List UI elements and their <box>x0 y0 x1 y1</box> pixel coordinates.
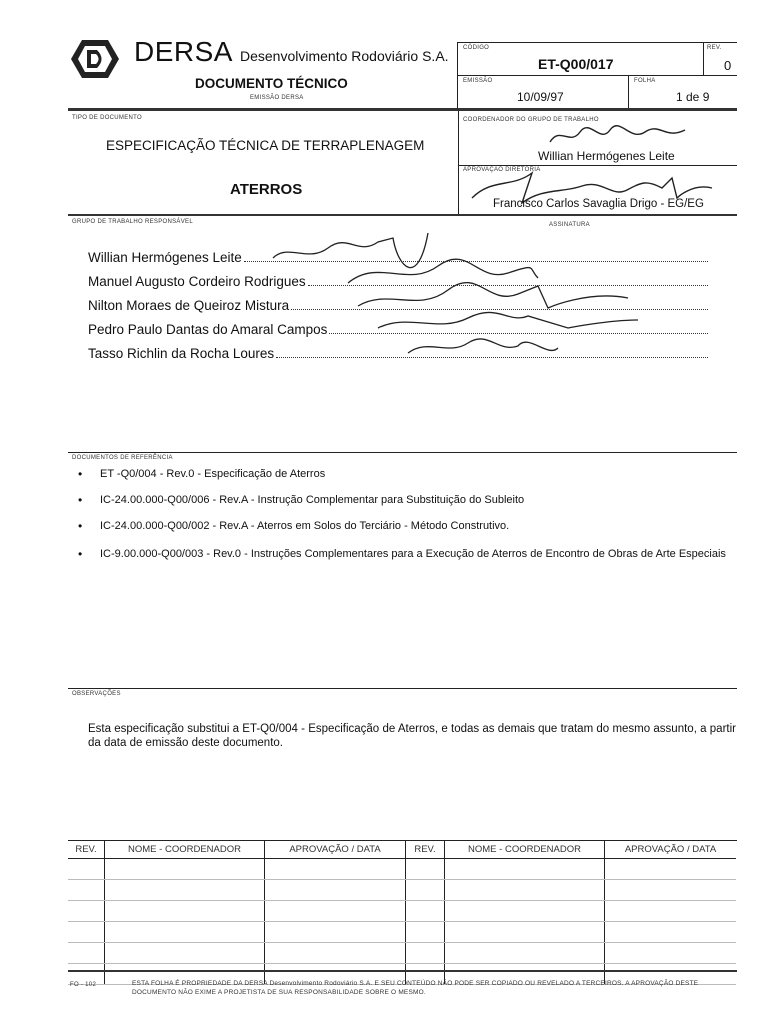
doc-type-title: ESPECIFICAÇÃO TÉCNICA DE TERRAPLENAGEM <box>106 138 425 153</box>
reference-item <box>78 548 738 561</box>
document-kind-sub: EMISSÃO DERSA <box>250 95 304 101</box>
bullet-icon: • <box>78 493 83 507</box>
group-member-name: Tasso Richlin da Rocha Loures <box>88 346 275 361</box>
table-row <box>68 943 736 964</box>
reference-text: IC-9.00.000-Q00/003 - Rev.0 - Instruções Complementares para a Execução de Aterros de Encontro de Obras de Arte Especiais <box>100 548 726 560</box>
signature-label: ASSINATURA <box>549 222 590 228</box>
folha-label: FOLHA <box>634 78 656 84</box>
table-row <box>68 901 736 922</box>
reference-item <box>78 520 738 533</box>
col-approval-date: APROVAÇÃO / DATA <box>605 840 737 859</box>
issue-date: 10/09/97 <box>517 90 564 104</box>
revisions-table <box>68 840 736 985</box>
rev-label: REV. <box>707 45 722 51</box>
emissao-label: EMISSÃO <box>463 78 493 84</box>
approval-name: Francisco Carlos Savaglia Drigo - EG/EG <box>493 198 704 210</box>
col-rev: REV. <box>406 840 445 859</box>
reference-item <box>78 494 738 507</box>
observations-label: OBSERVAÇÕES <box>72 691 121 697</box>
table-row <box>68 880 736 901</box>
col-name-coordinator: NOME - COORDENADOR <box>445 840 605 859</box>
company-name: DERSA <box>134 36 233 67</box>
references-label: DOCUMENTOS DE REFERÊNCIA <box>72 455 173 461</box>
reference-text: ET -Q0/004 - Rev.0 - Especificação de Aterros <box>100 468 326 480</box>
table-row <box>68 859 736 880</box>
coordinator-label: COORDENADOR DO GRUPO DE TRABALHO <box>463 117 599 123</box>
group-member-name: Nilton Moraes de Queiroz Mistura <box>88 298 290 313</box>
footer-disclaimer: ESTA FOLHA É PROPRIEDADE DA DERSA Desenvolvimento Rodoviário S.A. E SEU CONTEÚDO NÃO PODE SER COPIADO OU REVELADO A TERCEIROS. A APROVAÇÃO DESTE DOCUMENTO NÃO EXIME A PROJETISTA DE SUA RESPONSABILIDADE SOBRE O MESMO. <box>132 980 699 996</box>
revision-number: 0 <box>724 58 732 73</box>
approval-label: APROVAÇÃO DIRETORIA <box>463 167 541 173</box>
col-rev: REV. <box>68 840 105 859</box>
group-signatures <box>268 228 668 373</box>
document-code: ET-Q00/017 <box>538 56 614 72</box>
doc-subject: ATERROS <box>230 181 303 198</box>
revisions-header-row <box>68 840 736 859</box>
doc-type-label: TIPO DE DOCUMENTO <box>72 115 142 121</box>
document-kind: DOCUMENTO TÉCNICO <box>195 76 348 91</box>
observations-text: Esta especificação substitui a ET-Q0/004 - Especificação de Aterros, e todas as demais que tratam do mesmo assunto, a partir da data de emissão deste documento. <box>88 723 736 749</box>
group-member-name: Willian Hermógenes Leite <box>88 250 242 265</box>
form-code: FO - 102 <box>70 982 97 988</box>
col-name-coordinator: NOME - COORDENADOR <box>105 840 265 859</box>
dersa-logo-icon <box>70 38 120 80</box>
coordinator-name: Willian Hermógenes Leite <box>538 149 675 163</box>
reference-text: IC-24.00.000-Q00/002 - Rev.A - Aterros em Solos do Terciário - Método Construtivo. <box>100 520 510 532</box>
group-label: GRUPO DE TRABALHO RESPONSÁVEL <box>72 219 193 225</box>
group-member-name: Pedro Paulo Dantas do Amaral Campos <box>88 322 328 337</box>
sheet-number: 1 de 9 <box>676 90 710 104</box>
table-row <box>68 922 736 943</box>
bullet-icon: • <box>78 519 83 533</box>
bullet-icon: • <box>78 467 83 481</box>
codigo-label: CÓDIGO <box>463 45 490 51</box>
group-member-name: Manuel Augusto Cordeiro Rodrigues <box>88 274 306 289</box>
reference-text: IC-24.00.000-Q00/006 - Rev.A - Instrução Complementar para Substituição do Subleito <box>100 494 525 506</box>
reference-item <box>78 468 738 481</box>
bullet-icon: • <box>78 547 83 561</box>
col-approval-date: APROVAÇÃO / DATA <box>265 840 406 859</box>
company-subtitle: Desenvolvimento Rodoviário S.A. <box>240 48 449 64</box>
